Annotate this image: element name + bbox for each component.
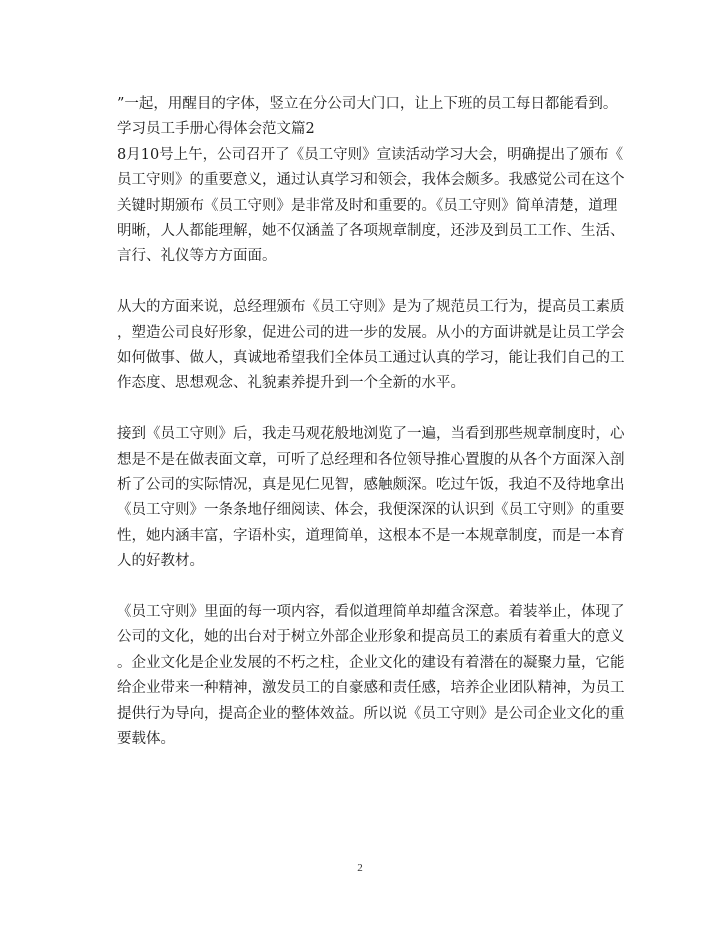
text-line: 人的好教材。 (117, 553, 204, 570)
paragraph-gap (117, 270, 607, 295)
text-line: 。企业文化是企业发展的不朽之柱，企业文化的建设有着潜在的凝聚力量，它能 (117, 654, 625, 671)
text-line: 要载体。 (117, 731, 175, 748)
heading-line: 学习员工手册心得体会范文篇2 (117, 121, 315, 138)
text-line: 公司的文化，她的出台对于树立外部企业形象和提高员工的素质有着重大的意义 (117, 629, 625, 646)
text-line: ，塑造公司良好形象，促进公司的进一步的发展。从小的方面讲就是让员工学会 (117, 324, 625, 341)
document-body (117, 92, 625, 753)
text-line: 性，她内涵丰富，字语朴实，道理简单，这根本不是一本规章制度，而是一本育 (117, 527, 625, 544)
text-line: 作态度、思想观念、礼貌素养提升到一个全新的水平。 (117, 375, 465, 392)
text-line: 如何做事、做人，真诚地希望我们全体员工通过认真的学习，能让我们自己的工 (117, 350, 625, 367)
text-line: 明晰，人人都能理解，她不仅涵盖了各项规章制度，还涉及到员工工作、生活、 (117, 223, 625, 240)
text-line: 员工守则》的重要意义，通过认真学习和领会，我体会颇多。我感觉公司在这个 (117, 172, 625, 189)
text-line: 给企业带来一种精神，激发员工的自豪感和责任感，培养企业团队精神，为员工 (117, 680, 625, 697)
paragraph-gap (117, 575, 607, 600)
text-line: 析了公司的实际情况，真是见仁见智，感触颇深。吃过午饭，我迫不及待地拿出 (117, 477, 625, 494)
text-line: 言行、礼仪等方方面面。 (117, 248, 277, 265)
text-line: 接到《员工守则》后，我走马观花般地浏览了一遍，当看到那些规章制度时，心 (117, 426, 625, 443)
text-line: 《员工守则》一条条地仔细阅读、体会，我便深深的认识到《员工守则》的重要 (117, 502, 625, 519)
text-line: 《员工守则》里面的每一项内容，看似道理简单却蕴含深意。着装举止，体现了 (117, 604, 625, 621)
paragraph (117, 422, 625, 574)
text-line: ”一起，用醒目的字体，竖立在分公司大门口，让上下班的员工每日都能看到。 (117, 96, 618, 112)
section-heading (117, 117, 607, 142)
paragraph-continuation (117, 92, 618, 117)
paragraph-gap (117, 397, 607, 422)
paragraph (117, 295, 625, 397)
text-line: 想是不是在做表面文章，可听了总经理和各位领导推心置腹的从各个方面深入剖 (117, 451, 625, 468)
paragraph (117, 143, 625, 270)
paragraph (117, 600, 625, 752)
page-number: 2 (357, 862, 363, 874)
text-line: 关键时期颁布《员工守则》是非常及时和重要的。《员工守则》简单清楚，道理 (117, 197, 618, 214)
text-line: 8月10号上午，公司召开了《员工守则》宣读活动学习大会，明确提出了颁布《 (117, 146, 624, 163)
text-line: 从大的方面来说，总经理颁布《员工守则》是为了规范员工行为，提高员工素质 (117, 299, 625, 316)
text-line: 提供行为导向，提高企业的整体效益。所以说《员工守则》是公司企业文化的重 (117, 705, 625, 722)
